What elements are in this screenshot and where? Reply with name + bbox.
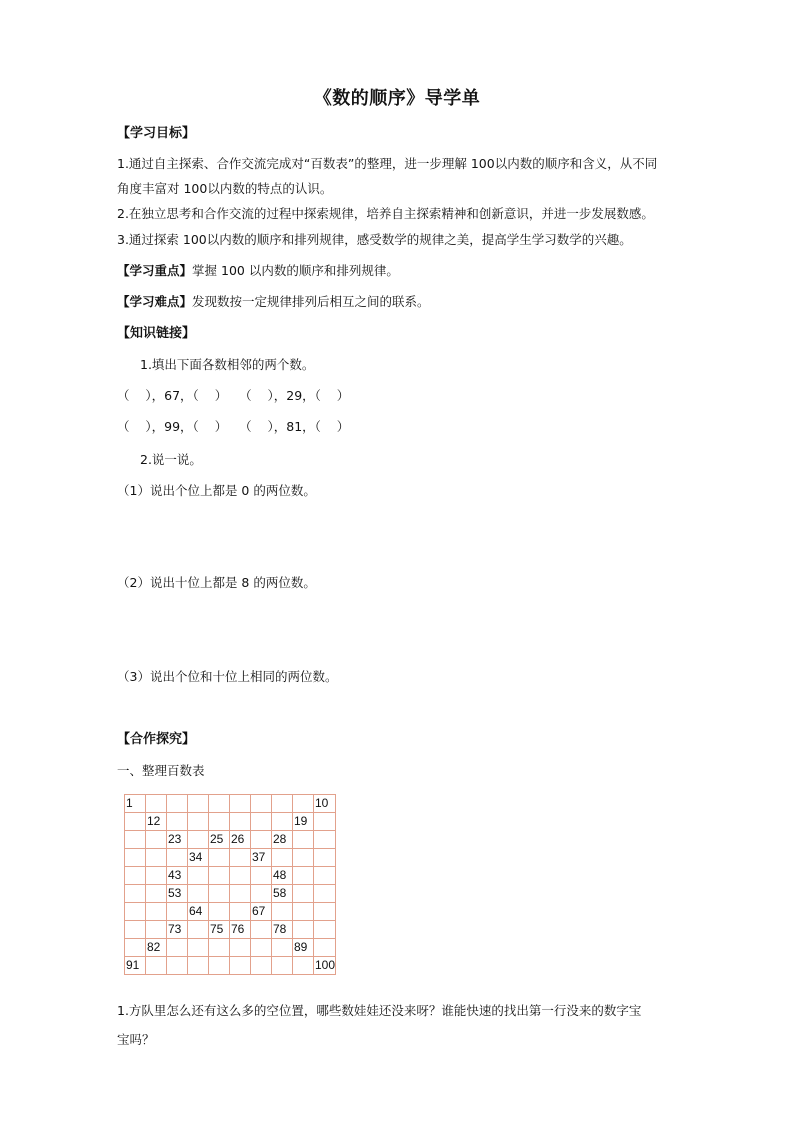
explore-part-1: 一、整理百数表 bbox=[117, 763, 205, 778]
chart-row bbox=[125, 831, 336, 849]
key-point-text: 掌握 100 以内数的顺序和排列规律。 bbox=[192, 263, 399, 278]
chart-cell-blank[interactable] bbox=[188, 831, 209, 849]
question-1: 1.填出下面各数相邻的两个数。 bbox=[140, 357, 315, 372]
chart-cell-blank[interactable] bbox=[209, 957, 230, 975]
explore-question-cont: 宝吗？ bbox=[117, 1032, 155, 1047]
chart-cell: 28 bbox=[272, 831, 293, 849]
chart-cell: 75 bbox=[209, 921, 230, 939]
goal-line: 角度丰富对 100以内数的特点的认识。 bbox=[117, 181, 333, 196]
chart-cell-blank[interactable] bbox=[272, 939, 293, 957]
chart-cell-blank[interactable] bbox=[188, 885, 209, 903]
chart-cell-blank[interactable] bbox=[230, 885, 251, 903]
chart-cell: 48 bbox=[272, 867, 293, 885]
chart-cell: 37 bbox=[251, 849, 272, 867]
chart-cell: 25 bbox=[209, 831, 230, 849]
difficulty-text: 发现数按一定规律排列后相互之间的联系。 bbox=[192, 294, 430, 309]
chart-cell-blank[interactable] bbox=[167, 795, 188, 813]
chart-cell-blank[interactable] bbox=[314, 831, 336, 849]
chart-cell: 53 bbox=[167, 885, 188, 903]
chart-cell-blank[interactable] bbox=[293, 921, 314, 939]
chart-cell-blank[interactable] bbox=[314, 903, 336, 921]
chart-cell-blank[interactable] bbox=[251, 867, 272, 885]
chart-cell-blank[interactable] bbox=[272, 813, 293, 831]
knowledge-heading: 【知识链接】 bbox=[117, 326, 196, 341]
chart-cell-blank[interactable] bbox=[125, 921, 146, 939]
chart-row bbox=[125, 867, 336, 885]
explore-heading: 【合作探究】 bbox=[117, 732, 196, 747]
chart-cell-blank[interactable] bbox=[209, 939, 230, 957]
chart-cell-blank[interactable] bbox=[188, 867, 209, 885]
chart-cell: 64 bbox=[188, 903, 209, 921]
chart-cell-blank[interactable] bbox=[272, 795, 293, 813]
chart-cell-blank[interactable] bbox=[125, 849, 146, 867]
question-2: 2.说一说。 bbox=[140, 452, 202, 467]
chart-cell-blank[interactable] bbox=[251, 939, 272, 957]
chart-cell-blank[interactable] bbox=[314, 885, 336, 903]
chart-cell: 76 bbox=[230, 921, 251, 939]
chart-row bbox=[125, 939, 336, 957]
goal-line: 2.在独立思考和合作交流的过程中探索规律，培养自主探索精神和创新意识，并进一步发展数感。 bbox=[117, 206, 654, 221]
chart-cell-blank[interactable] bbox=[209, 903, 230, 921]
chart-cell-blank[interactable] bbox=[314, 921, 336, 939]
sub-question-1: （1）说出个位上都是 0 的两位数。 bbox=[117, 483, 316, 498]
chart-cell-blank[interactable] bbox=[146, 885, 167, 903]
chart-cell-blank[interactable] bbox=[146, 867, 167, 885]
chart-cell-blank[interactable] bbox=[125, 903, 146, 921]
chart-cell: 91 bbox=[125, 957, 146, 975]
sub-question-2: （2）说出十位上都是 8 的两位数。 bbox=[117, 575, 316, 590]
chart-cell-blank[interactable] bbox=[272, 957, 293, 975]
chart-cell-blank[interactable] bbox=[251, 831, 272, 849]
chart-cell: 78 bbox=[272, 921, 293, 939]
chart-cell-blank[interactable] bbox=[167, 957, 188, 975]
chart-cell-blank[interactable] bbox=[230, 813, 251, 831]
chart-cell-blank[interactable] bbox=[125, 939, 146, 957]
chart-cell-blank[interactable] bbox=[230, 795, 251, 813]
fill-blank-row: （ ），67，（ ） （ ），29，（ ） bbox=[117, 388, 350, 403]
chart-cell: 58 bbox=[272, 885, 293, 903]
chart-cell-blank[interactable] bbox=[293, 903, 314, 921]
chart-cell: 19 bbox=[293, 813, 314, 831]
chart-cell-blank[interactable] bbox=[314, 849, 336, 867]
chart-row bbox=[125, 957, 336, 975]
chart-cell-blank[interactable] bbox=[230, 957, 251, 975]
chart-cell-blank[interactable] bbox=[146, 957, 167, 975]
chart-row bbox=[125, 903, 336, 921]
sub-question-3: （3）说出个位和十位上相同的两位数。 bbox=[117, 669, 338, 684]
chart-cell: 82 bbox=[146, 939, 167, 957]
chart-cell-blank[interactable] bbox=[209, 849, 230, 867]
key-point-label: 【学习重点】 bbox=[117, 263, 193, 278]
chart-cell-blank[interactable] bbox=[293, 831, 314, 849]
page-title: 《数的顺序》导学单 bbox=[313, 88, 481, 109]
chart-cell-blank[interactable] bbox=[167, 939, 188, 957]
chart-cell: 26 bbox=[230, 831, 251, 849]
chart-row bbox=[125, 885, 336, 903]
key-point bbox=[117, 262, 399, 280]
hundred-chart bbox=[124, 794, 336, 975]
chart-cell-blank[interactable] bbox=[209, 867, 230, 885]
goals-heading: 【学习目标】 bbox=[117, 126, 196, 141]
chart-cell: 89 bbox=[293, 939, 314, 957]
chart-cell-blank[interactable] bbox=[314, 939, 336, 957]
chart-cell-blank[interactable] bbox=[146, 831, 167, 849]
chart-cell-blank[interactable] bbox=[293, 795, 314, 813]
chart-row bbox=[125, 795, 336, 813]
chart-cell: 67 bbox=[251, 903, 272, 921]
chart-row bbox=[125, 921, 336, 939]
chart-cell-blank[interactable] bbox=[251, 795, 272, 813]
chart-cell-blank[interactable] bbox=[146, 849, 167, 867]
fill-blank-row: （ ），99，（ ） （ ），81，（ ） bbox=[117, 419, 350, 434]
difficulty-label: 【学习难点】 bbox=[117, 294, 193, 309]
chart-cell-blank[interactable] bbox=[251, 813, 272, 831]
chart-cell-blank[interactable] bbox=[209, 795, 230, 813]
chart-cell: 1 bbox=[125, 795, 146, 813]
chart-cell-blank[interactable] bbox=[146, 903, 167, 921]
chart-row bbox=[125, 813, 336, 831]
chart-cell-blank[interactable] bbox=[230, 849, 251, 867]
chart-cell-blank[interactable] bbox=[230, 903, 251, 921]
chart-cell: 43 bbox=[167, 867, 188, 885]
chart-cell-blank[interactable] bbox=[209, 885, 230, 903]
chart-cell-blank[interactable] bbox=[314, 813, 336, 831]
chart-cell-blank[interactable] bbox=[125, 831, 146, 849]
chart-cell-blank[interactable] bbox=[293, 867, 314, 885]
chart-cell-blank[interactable] bbox=[188, 957, 209, 975]
chart-cell-blank[interactable] bbox=[146, 795, 167, 813]
chart-cell-blank[interactable] bbox=[251, 885, 272, 903]
chart-cell-blank[interactable] bbox=[167, 849, 188, 867]
chart-cell-blank[interactable] bbox=[146, 921, 167, 939]
chart-cell: 10 bbox=[314, 795, 336, 813]
chart-cell-blank[interactable] bbox=[125, 813, 146, 831]
chart-cell-blank[interactable] bbox=[251, 921, 272, 939]
chart-cell-blank[interactable] bbox=[251, 957, 272, 975]
chart-cell-blank[interactable] bbox=[188, 921, 209, 939]
chart-cell-blank[interactable] bbox=[188, 795, 209, 813]
chart-cell-blank[interactable] bbox=[188, 939, 209, 957]
goal-line: 3.通过探索 100以内数的顺序和排列规律，感受数学的规律之美，提高学生学习数学的兴趣。 bbox=[117, 232, 632, 247]
chart-cell: 34 bbox=[188, 849, 209, 867]
chart-cell: 23 bbox=[167, 831, 188, 849]
chart-cell: 73 bbox=[167, 921, 188, 939]
chart-cell-blank[interactable] bbox=[272, 903, 293, 921]
chart-cell: 12 bbox=[146, 813, 167, 831]
chart-cell-blank[interactable] bbox=[125, 867, 146, 885]
chart-cell-blank[interactable] bbox=[314, 867, 336, 885]
chart-cell-blank[interactable] bbox=[125, 885, 146, 903]
chart-cell-blank[interactable] bbox=[167, 903, 188, 921]
chart-row bbox=[125, 849, 336, 867]
chart-cell: 100 bbox=[314, 957, 336, 975]
chart-cell-blank[interactable] bbox=[230, 867, 251, 885]
difficulty bbox=[117, 293, 430, 311]
chart-cell-blank[interactable] bbox=[272, 849, 293, 867]
goal-line: 1.通过自主探索、合作交流完成对“百数表”的整理，进一步理解 100以内数的顺序和含义，从不同 bbox=[117, 156, 658, 171]
chart-cell-blank[interactable] bbox=[230, 939, 251, 957]
chart-cell-blank[interactable] bbox=[188, 813, 209, 831]
chart-cell-blank[interactable] bbox=[209, 813, 230, 831]
chart-cell-blank[interactable] bbox=[293, 849, 314, 867]
chart-cell-blank[interactable] bbox=[167, 813, 188, 831]
explore-question: 1.方队里怎么还有这么多的空位置，哪些数娃娃还没来呀？谁能快速的找出第一行没来的数字宝 bbox=[117, 1003, 642, 1018]
chart-cell-blank[interactable] bbox=[293, 885, 314, 903]
chart-cell-blank[interactable] bbox=[293, 957, 314, 975]
